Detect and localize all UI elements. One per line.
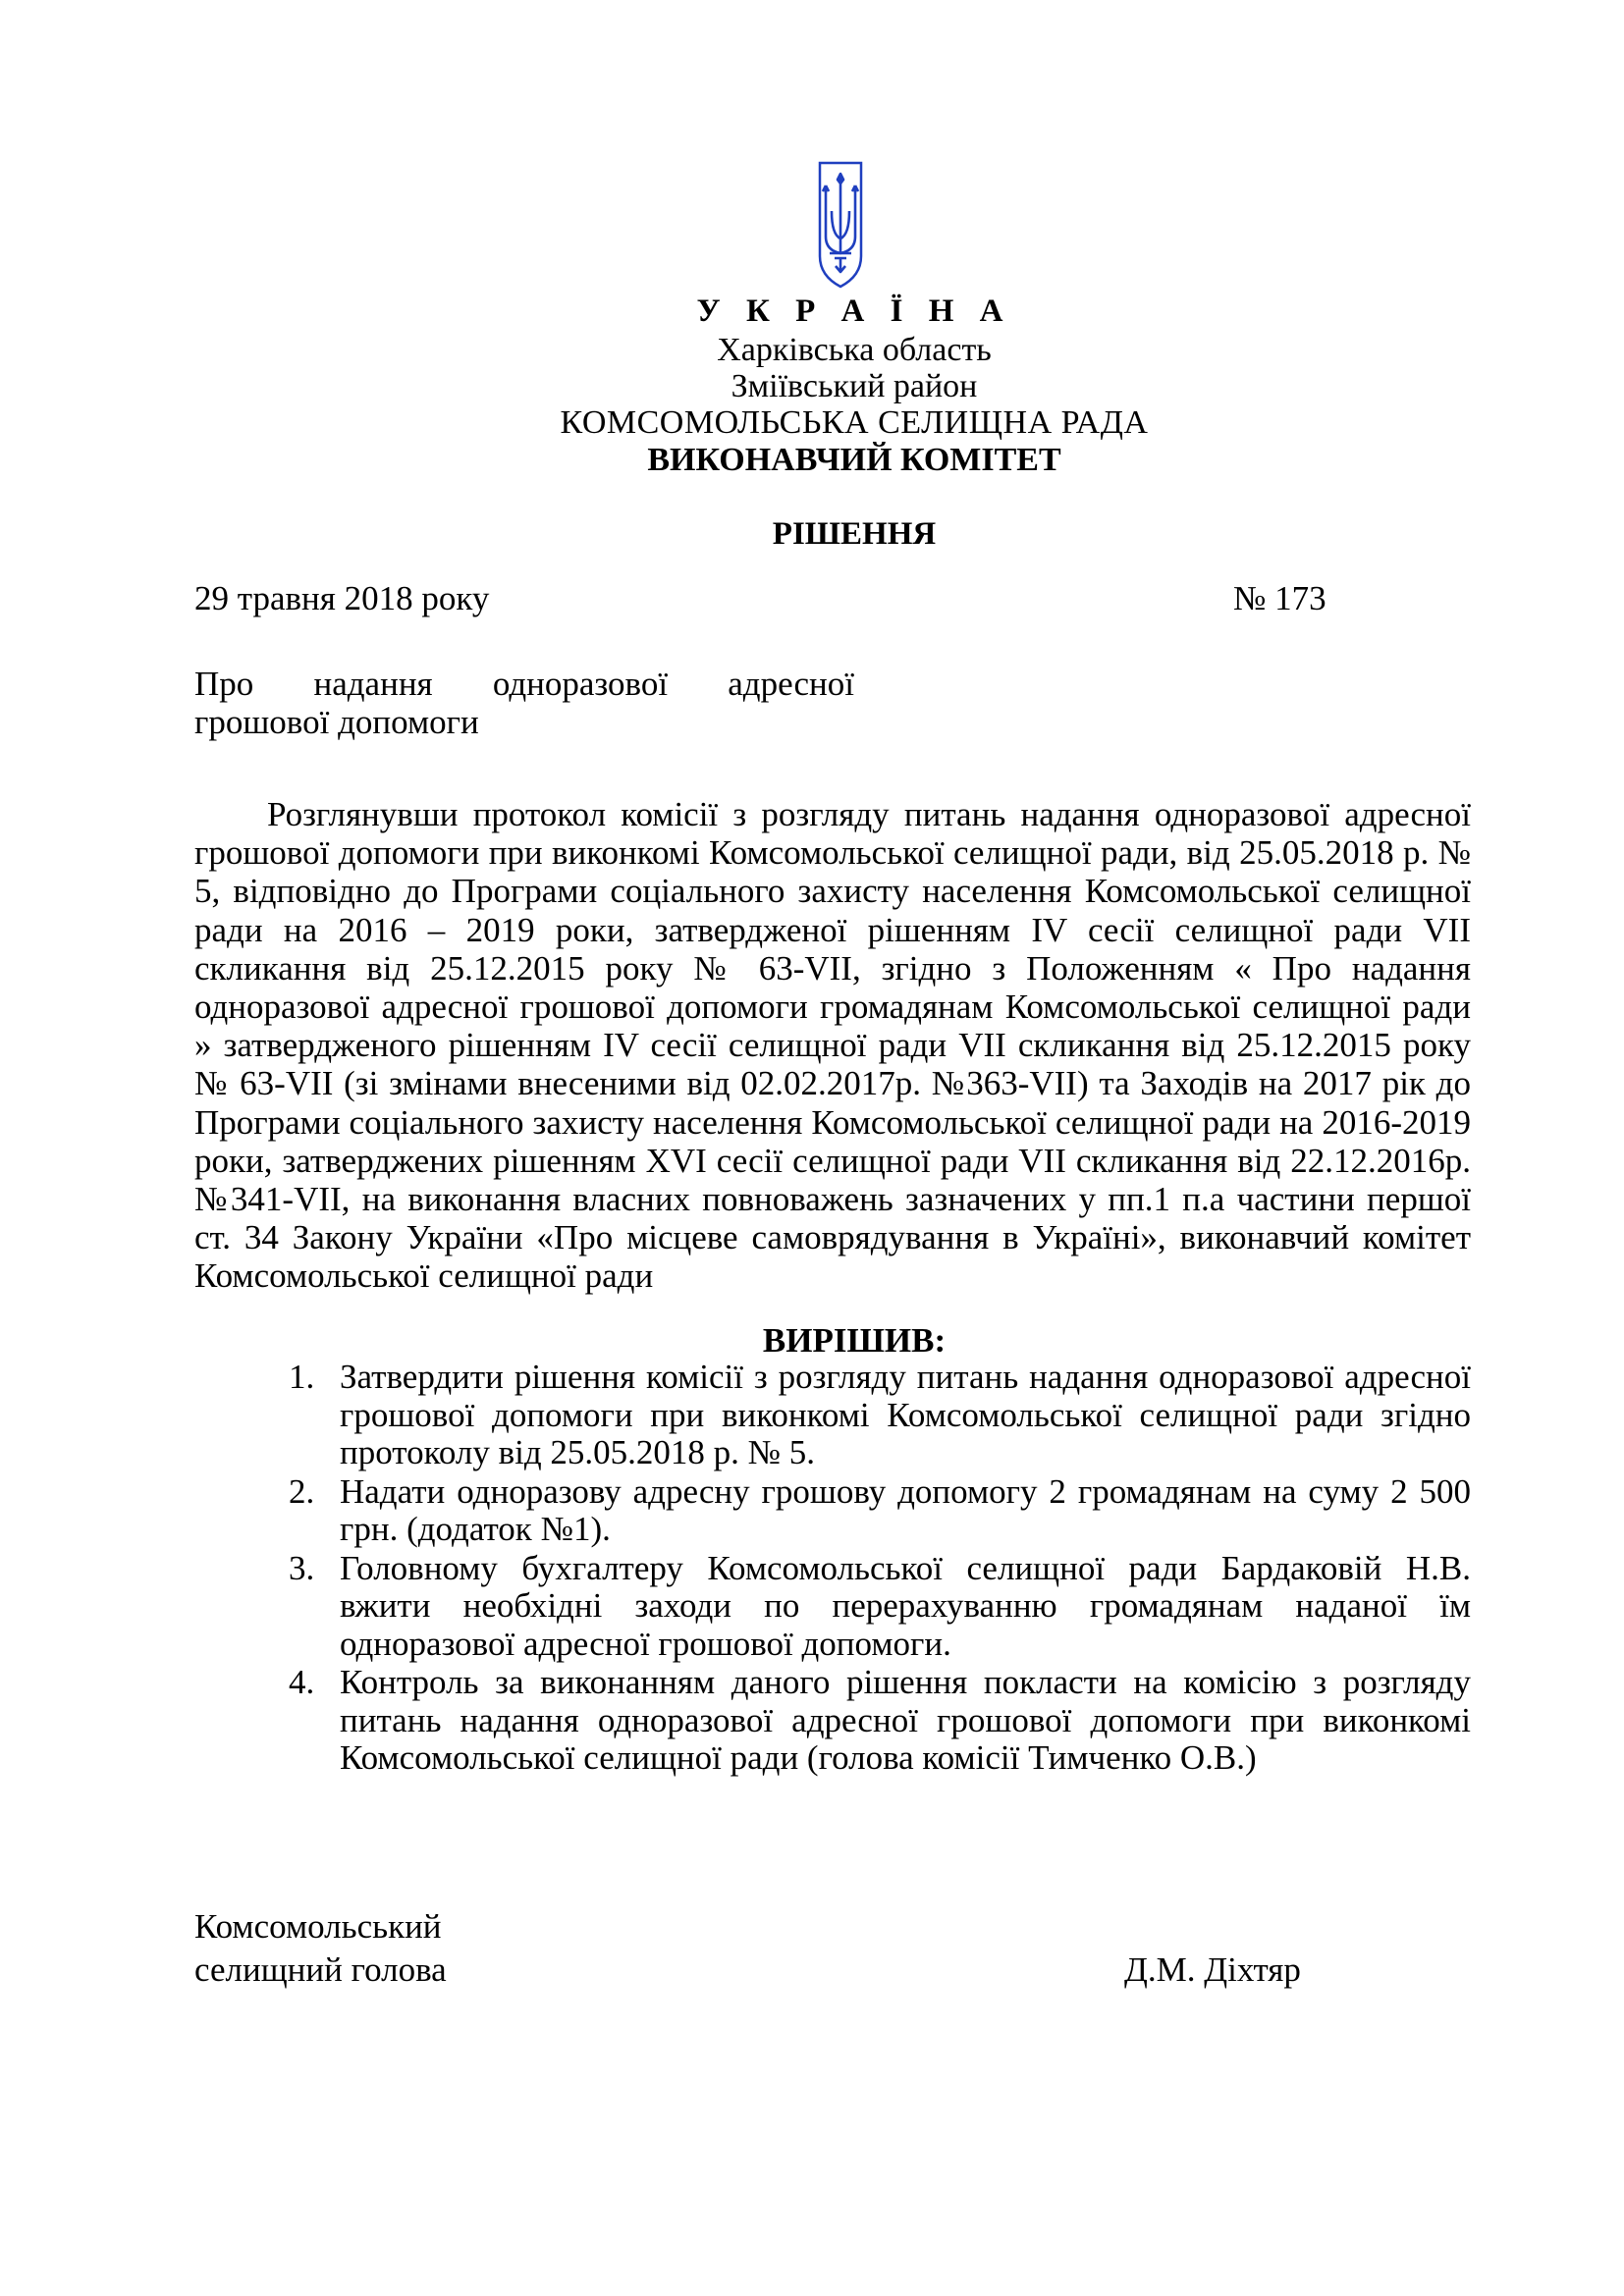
- committee-line: ВИКОНАВЧИЙ КОМІТЕТ: [647, 442, 1061, 478]
- item-number: 3.: [289, 1548, 315, 1587]
- decided-heading: ВИРІШИВ:: [762, 1321, 947, 1360]
- subject-line-2: грошової допомоги: [194, 703, 479, 741]
- item-number: 4.: [289, 1663, 315, 1701]
- item-text: Затвердити рішення комісії з розгляду питань надання одноразової адресної грошової допомоги при виконкомі Комсомольської селищної ради згідно протоколу від 25.05.2018 р. № 5.: [340, 1358, 1471, 1471]
- item-text: Головному бухгалтеру Комсомольської селищної ради Бардаковій Н.В. вжити необхідні заходи по перерахуванню громадянам наданої їм одноразової адресної грошової допомоги.: [340, 1548, 1471, 1663]
- decision-items-list: [289, 1359, 1471, 1779]
- item-number: 2.: [289, 1471, 315, 1511]
- document-type-title: РІШЕННЯ: [772, 516, 937, 552]
- raion-line: Зміївський район: [731, 368, 978, 404]
- signatory-title-line-1: Комсомольський: [194, 1907, 442, 1946]
- council-line: КОМСОМОЛЬСЬКА СЕЛИЩНА РАДА: [560, 404, 1149, 441]
- trident-emblem-icon: [817, 160, 864, 290]
- decision-date: 29 травня 2018 року: [194, 579, 490, 617]
- oblast-line: Харківська область: [717, 332, 992, 368]
- signatory-name: Д.М. Діхтяр: [1124, 1950, 1301, 1989]
- list-item: [289, 1359, 1471, 1472]
- decision-number: № 173: [1233, 579, 1326, 617]
- list-item: [289, 1473, 1471, 1549]
- country-heading: У К Р А Ї Н А: [696, 294, 1012, 329]
- list-item: [289, 1550, 1471, 1664]
- item-text: Контроль за виконанням даного рішення покласти на комісію з розгляду питань надання одноразової адресної грошової допомоги при виконкомі Комсомольської селищної ради (голова комісії Тимченко О.В.): [340, 1663, 1471, 1777]
- signatory-title-line-2: селищний голова: [194, 1950, 447, 1989]
- item-text: Надати одноразову адресну грошову допомогу 2 громадянам на суму 2 500 грн. (додаток №1).: [340, 1471, 1471, 1548]
- subject-line-1: Про надання одноразової адресної: [194, 665, 854, 703]
- item-number: 1.: [289, 1358, 315, 1396]
- preamble-paragraph: Розглянувши протокол комісії з розгляду питань надання одноразової адресної грошової допомоги при виконкомі Комсомольської селищної ради, від 25.05.2018 р. № 5, відповідно до Програми соціального захисту населення Комсомольської селищної ради на 2016 – 2019 роки, затвердженої рішенням IV сесії селищної ради VII скликання від 25.12.2015 року № 63-VII, згідно з Положенням « Про надання одноразової адресної грошової допомоги громадянам Комсомольської селищної ради » затвердженого рішенням IV сесії селищної ради VII скликання від 25.12.2015 року № 63-VII (зі змінами внесеними від 02.02.2017р. №363-VII) та Заходів на 2017 рік до Програми соціального захисту населення Комсомольської селищної ради на 2016-2019 роки, затверджених рішенням XVI сесії селищної ради VII скликання від 22.12.2016р. №341-VII, на виконання власних повноважень зазначених у пп.1 п.а частини першої ст. 34 Закону України «Про місцеве самоврядування в Україні», виконавчий комітет Комсомольської селищної ради: [194, 795, 1471, 1296]
- list-item: [289, 1664, 1471, 1778]
